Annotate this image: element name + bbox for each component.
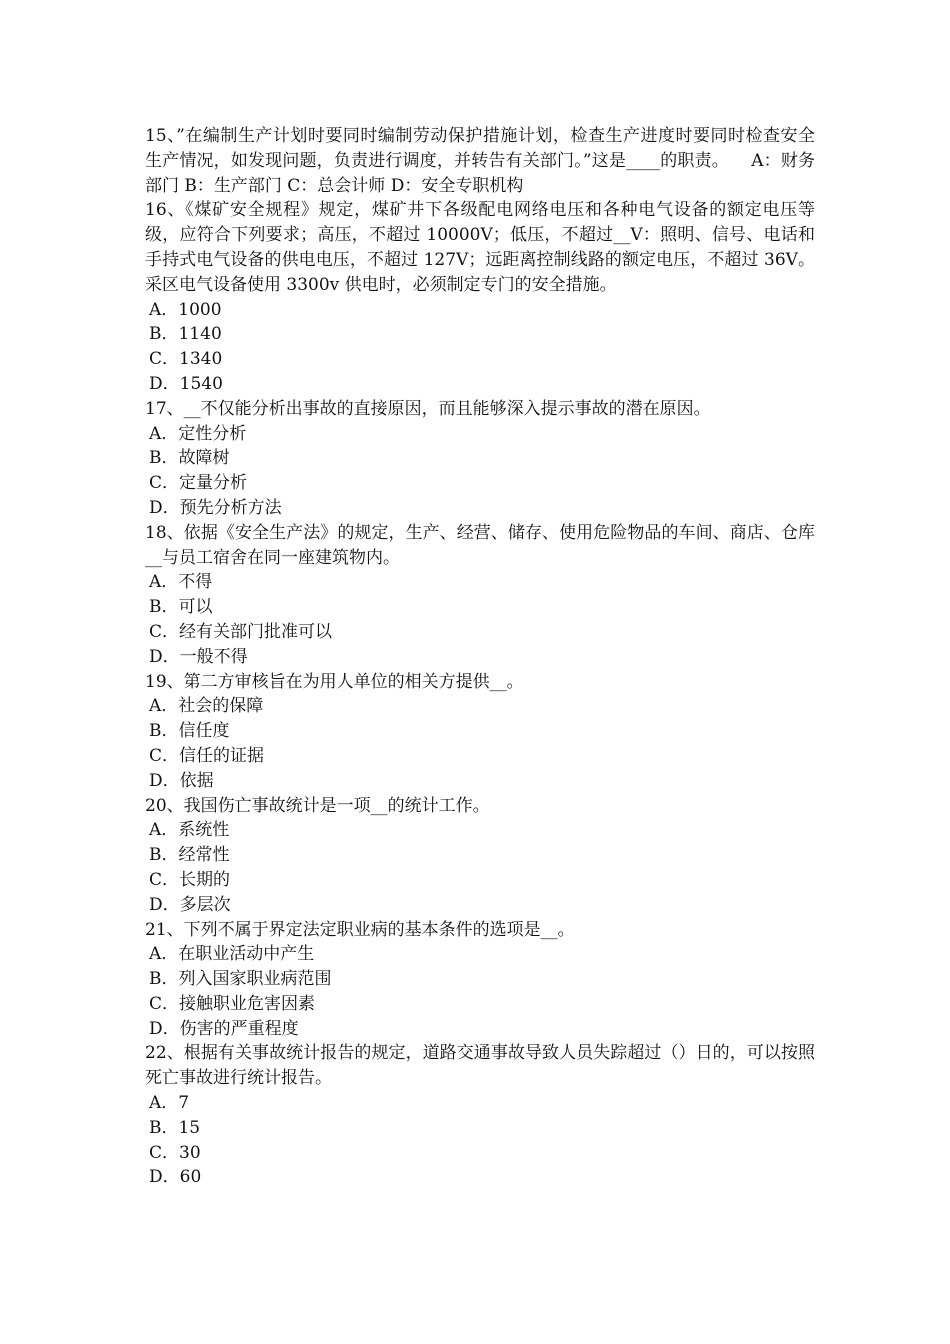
question-stem: 18、依据《安全生产法》的规定，生产、经营、储存、使用危险物品的车间、商店、仓库__与员工宿舍在同一座建筑物内。 (145, 522, 815, 568)
option-b: B．故障树 (149, 448, 230, 469)
option-b: B．信任度 (149, 721, 230, 742)
question-stem: 16、《煤矿安全规程》规定，煤矿井下各级配电网络电压和各种电气设备的额定电压等级，应符合下列要求；高压，不超过 10000V；低压，不超过__V：照明、信号、电话和手持式电气设备的供电电压，不超过 127V；远距离控制线路的额定电压，不超过 36V。采区电气设备使用 3300v 供电时，必须制定专门的安全措施。 (145, 200, 815, 295)
option-a: A．社会的保障 (149, 696, 264, 717)
option-d: D．1540 (149, 373, 223, 394)
question-16 (145, 198, 815, 396)
option-b: B．经常性 (149, 845, 230, 866)
question-stem: 20、我国伤亡事故统计是一项__的统计工作。 (145, 795, 490, 816)
option-d: D．预先分析方法 (149, 497, 282, 518)
option-c: C．1340 (149, 349, 223, 370)
question-20 (145, 794, 815, 918)
option-a: A．在职业活动中产生 (149, 944, 315, 965)
option-a: A．7 (149, 1093, 190, 1114)
option-d: D．伤害的严重程度 (149, 1018, 299, 1039)
option-d: D．60 (149, 1167, 202, 1188)
question-stem: 21、下列不属于界定法定职业病的基本条件的选项是__。 (145, 919, 575, 940)
question-stem: 19、第二方审核旨在为用人单位的相关方提供__。 (145, 671, 524, 692)
option-d: D．多层次 (149, 894, 231, 915)
question-22 (145, 1041, 815, 1190)
option-d: D．一般不得 (149, 646, 248, 667)
option-a: A．定性分析 (149, 423, 247, 444)
option-c: C．定量分析 (149, 473, 248, 494)
option-b: B．15 (149, 1117, 201, 1138)
question-21 (145, 918, 815, 1042)
option-c: C．30 (149, 1142, 201, 1163)
option-a: A．1000 (149, 299, 222, 320)
option-d: D．依据 (149, 770, 214, 791)
option-b: B．列入国家职业病范围 (149, 969, 332, 990)
option-b: B．1140 (149, 324, 222, 345)
option-a: A．不得 (149, 572, 213, 593)
question-18 (145, 521, 815, 670)
question-15 (145, 124, 826, 198)
question-list (145, 124, 826, 1190)
option-c: C．接触职业危害因素 (149, 993, 316, 1014)
option-c: C．经有关部门批准可以 (149, 621, 333, 642)
question-stem: 22、根据有关事故统计报告的规定，道路交通事故导致人员失踪超过（）日的，可以按照死亡事故进行统计报告。 (145, 1043, 815, 1089)
option-b: B．可以 (149, 597, 213, 618)
question-19 (145, 670, 815, 794)
question-stem: 15、”在编制生产计划时要同时编制劳动保护措施计划，检查生产进度时要同时检查安全 生产情况，如发现问题，负责进行调度，并转告有关部门。”这是____的职责。 A：财务部门 B：生产部门 C：总会计师 D：安全专职机构 (145, 126, 826, 196)
question-17 (145, 397, 815, 521)
option-c: C．信任的证据 (149, 745, 265, 766)
question-stem: 17、__不仅能分析出事故的直接原因，而且能够深入提示事故的潜在原因。 (145, 398, 711, 419)
option-c: C．长期的 (149, 869, 231, 890)
option-a: A．系统性 (149, 820, 230, 841)
